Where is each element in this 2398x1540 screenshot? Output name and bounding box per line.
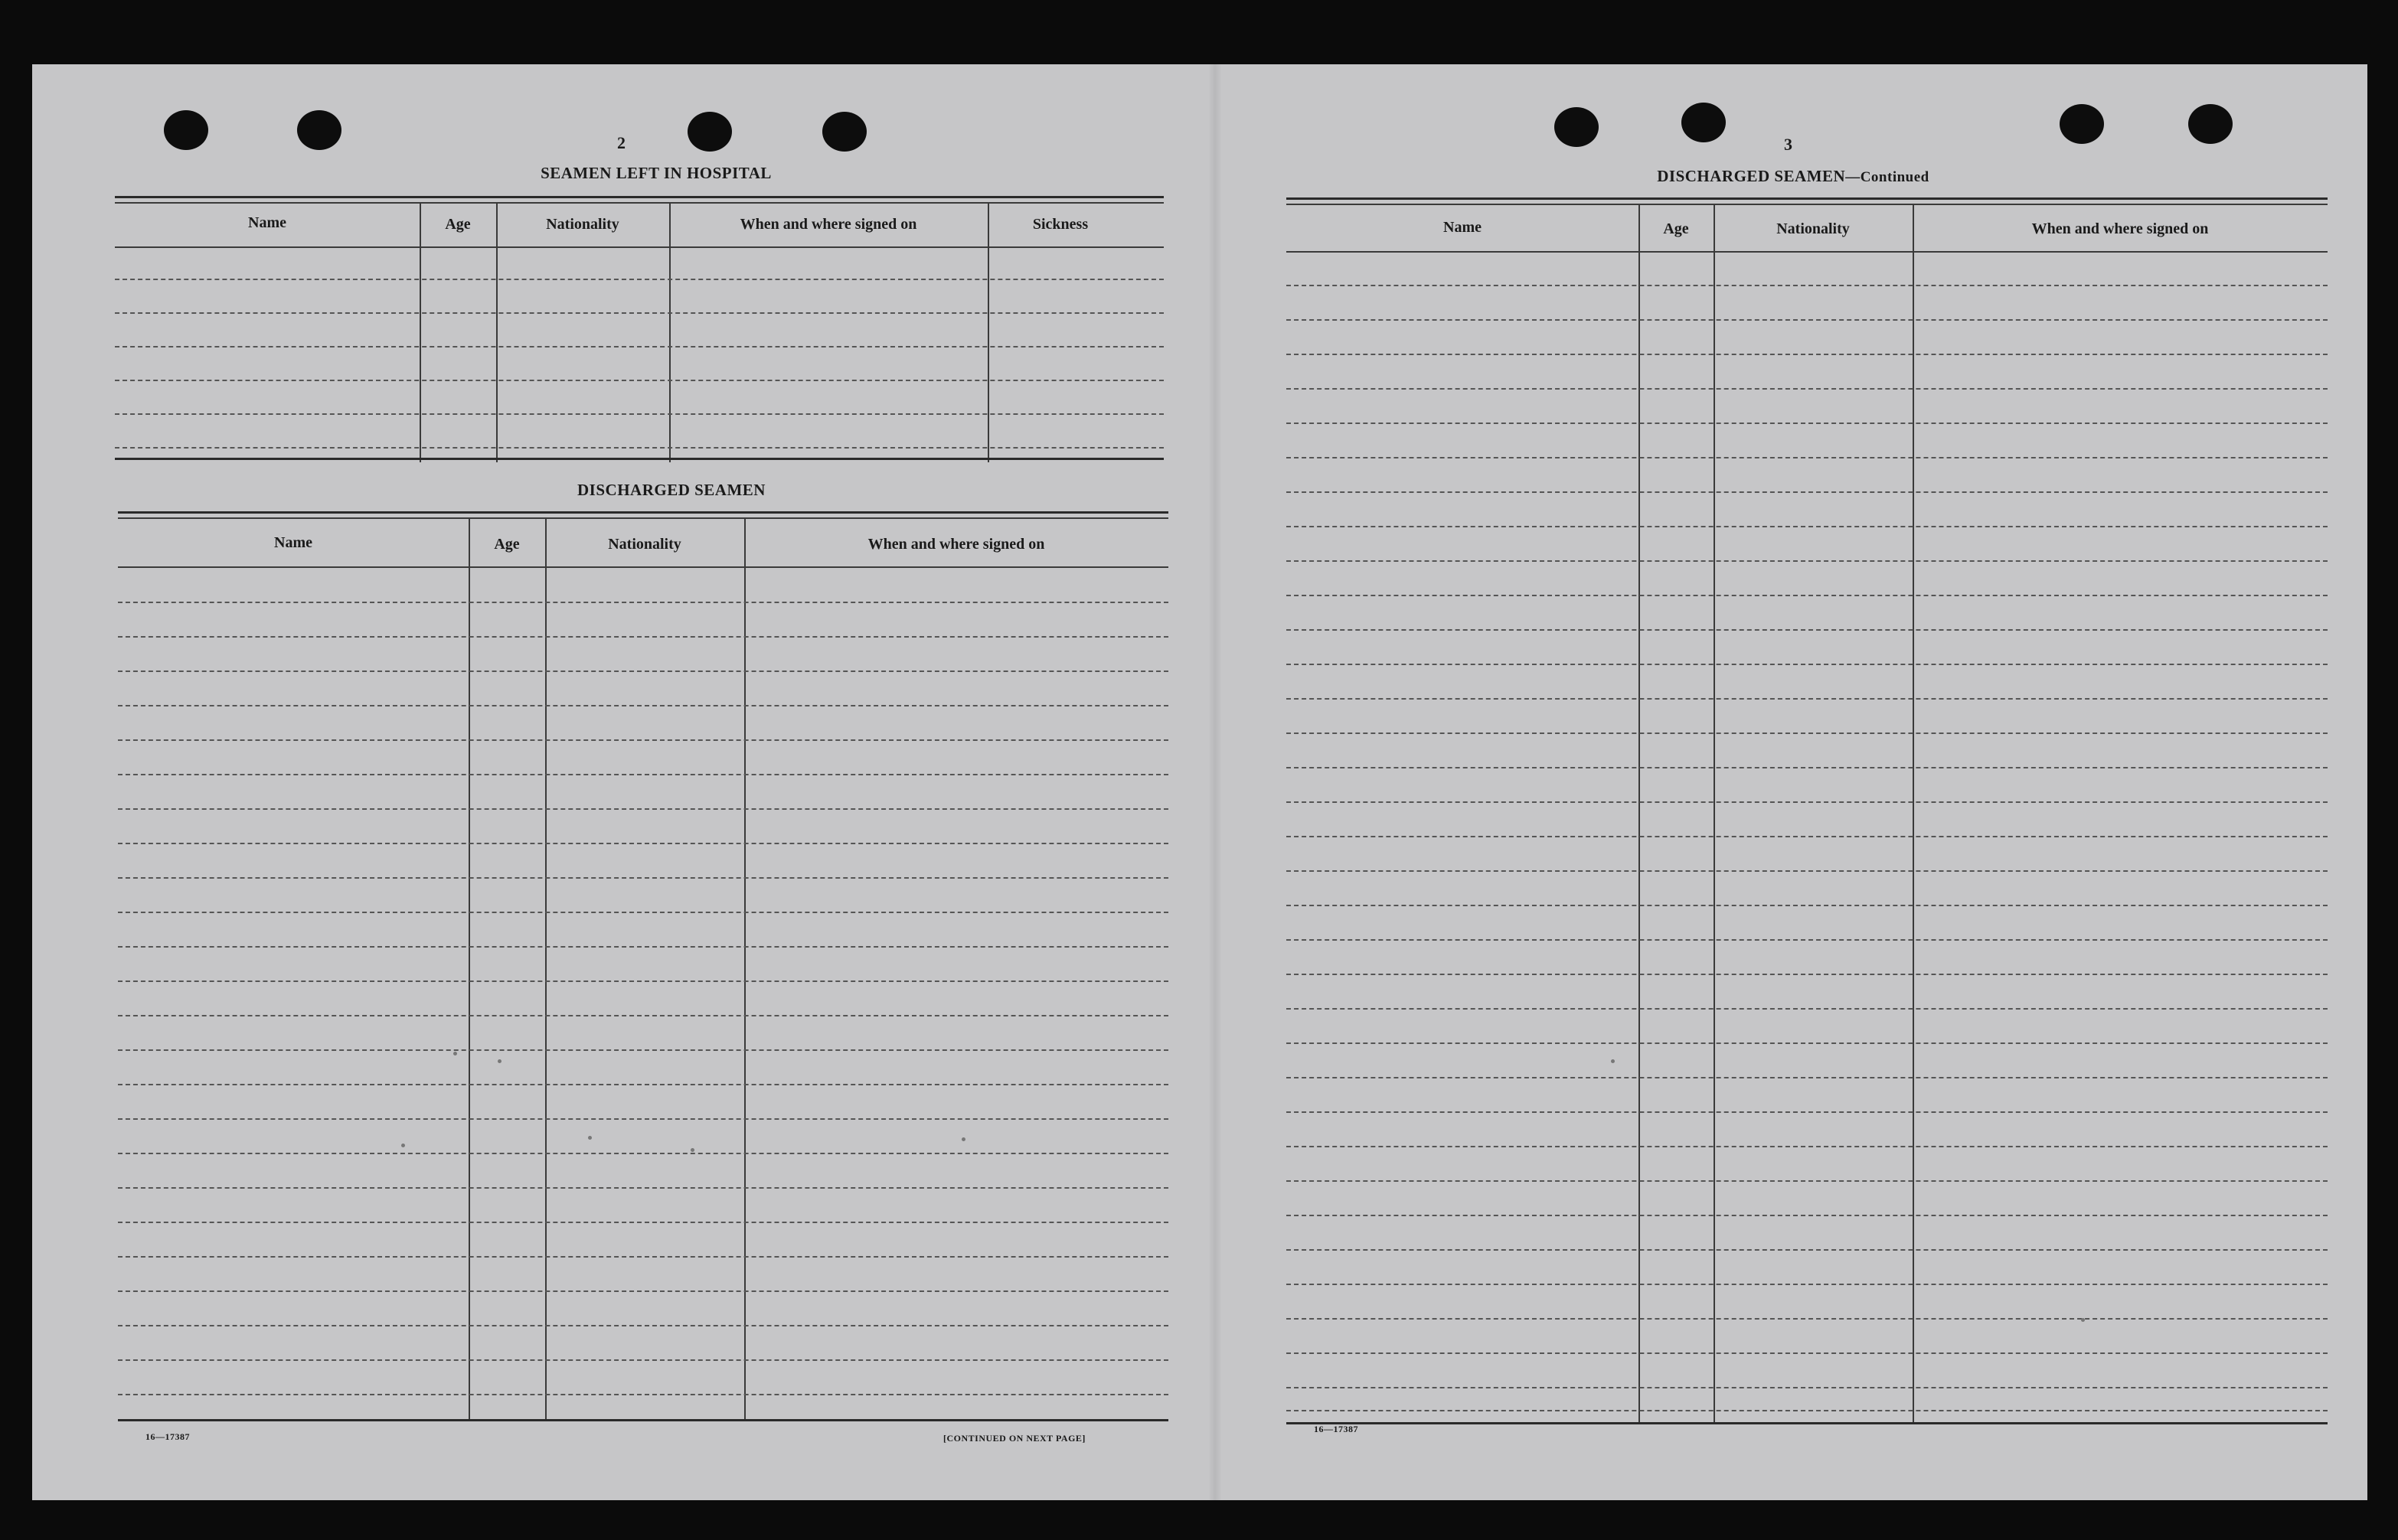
table-row bbox=[1286, 491, 2328, 493]
punch-hole bbox=[2060, 104, 2104, 144]
col-header-age: Age bbox=[1663, 220, 1689, 237]
table-row bbox=[118, 843, 1168, 844]
col-header-age: Age bbox=[445, 216, 471, 233]
table-row bbox=[118, 1049, 1168, 1051]
col-header-name: Name bbox=[248, 214, 286, 231]
table-row bbox=[1286, 354, 2328, 355]
table-row bbox=[1286, 1008, 2328, 1010]
table-row bbox=[118, 670, 1168, 672]
col-header-name: Name bbox=[1443, 219, 1482, 236]
continued-note: [CONTINUED ON NEXT PAGE] bbox=[943, 1433, 1086, 1444]
paper-speck bbox=[401, 1144, 405, 1147]
table-row bbox=[118, 774, 1168, 775]
table-row bbox=[1286, 595, 2328, 596]
table-row bbox=[1286, 836, 2328, 837]
hospital-section-title: SEAMEN LEFT IN HOSPITAL bbox=[541, 164, 772, 182]
discharged-section-title: DISCHARGED SEAMEN bbox=[577, 481, 766, 499]
paper-speck bbox=[453, 1052, 457, 1055]
table-row bbox=[118, 877, 1168, 879]
table-row bbox=[118, 1256, 1168, 1258]
punch-hole bbox=[297, 110, 341, 150]
table-row bbox=[118, 1394, 1168, 1395]
table-row bbox=[1286, 1180, 2328, 1182]
table-row bbox=[1286, 732, 2328, 734]
table-row bbox=[1286, 939, 2328, 941]
col-header-nationality: Nationality bbox=[608, 536, 681, 553]
punch-hole bbox=[1554, 107, 1599, 147]
table-row bbox=[115, 413, 1164, 415]
form-number-right: 16—17387 bbox=[1314, 1424, 1358, 1434]
paper-speck bbox=[2081, 1318, 2085, 1322]
table-row bbox=[1286, 1042, 2328, 1044]
table-row bbox=[118, 912, 1168, 913]
col-header-name: Name bbox=[274, 534, 312, 551]
paper-speck bbox=[1611, 1059, 1615, 1063]
table-row bbox=[1286, 1077, 2328, 1078]
table-row bbox=[1286, 1284, 2328, 1285]
page-number-right: 3 bbox=[1784, 135, 1792, 154]
table-row bbox=[118, 1222, 1168, 1223]
table-row bbox=[1286, 1146, 2328, 1147]
page-fold bbox=[1208, 64, 1222, 1500]
table-row bbox=[1286, 629, 2328, 631]
table-row bbox=[1286, 526, 2328, 527]
col-header-when-where: When and where signed on bbox=[740, 216, 917, 233]
paper-speck bbox=[962, 1137, 965, 1141]
table-row bbox=[1286, 1111, 2328, 1113]
table-row bbox=[118, 980, 1168, 982]
discharged-title-text: DISCHARGED SEAMEN bbox=[1657, 167, 1846, 185]
table-row bbox=[118, 705, 1168, 706]
table-row bbox=[118, 808, 1168, 810]
punch-hole bbox=[164, 110, 208, 150]
col-header-nationality: Nationality bbox=[546, 216, 619, 233]
table-row bbox=[118, 946, 1168, 948]
table-row bbox=[1286, 870, 2328, 872]
table-row bbox=[118, 1015, 1168, 1016]
table-row bbox=[1286, 905, 2328, 906]
continued-suffix: —Continued bbox=[1845, 169, 1929, 185]
table-row bbox=[1286, 664, 2328, 665]
table-row bbox=[115, 312, 1164, 314]
table-row bbox=[115, 447, 1164, 449]
table-row bbox=[1286, 319, 2328, 321]
table-row bbox=[115, 380, 1164, 381]
discharged-table-right bbox=[1286, 197, 2328, 1483]
hospital-table bbox=[115, 196, 1164, 525]
table-row bbox=[1286, 1410, 2328, 1411]
table-row bbox=[1286, 698, 2328, 700]
discharged-table-left bbox=[118, 511, 1168, 1430]
table-row bbox=[118, 1153, 1168, 1154]
table-row bbox=[118, 1118, 1168, 1120]
table-row bbox=[118, 602, 1168, 603]
table-row bbox=[118, 1187, 1168, 1189]
form-number-left: 16—17387 bbox=[145, 1431, 190, 1442]
punch-hole bbox=[688, 112, 732, 152]
discharged-continued-title bbox=[1609, 167, 1977, 186]
table-row bbox=[1286, 285, 2328, 286]
punch-hole bbox=[2188, 104, 2233, 144]
table-row bbox=[118, 1359, 1168, 1361]
table-row bbox=[1286, 767, 2328, 768]
table-row bbox=[118, 1084, 1168, 1085]
col-header-when-where: When and where signed on bbox=[867, 536, 1045, 553]
table-row bbox=[1286, 560, 2328, 562]
table-row bbox=[118, 1325, 1168, 1326]
table-row bbox=[1286, 1352, 2328, 1354]
document-sheet bbox=[32, 64, 2367, 1500]
col-header-age: Age bbox=[494, 536, 520, 553]
table-row bbox=[1286, 801, 2328, 803]
table-row bbox=[1286, 1249, 2328, 1251]
table-row bbox=[1286, 388, 2328, 390]
table-row bbox=[1286, 1215, 2328, 1216]
page-number-left: 2 bbox=[617, 133, 626, 152]
table-row bbox=[115, 279, 1164, 280]
table-row bbox=[118, 636, 1168, 638]
punch-hole bbox=[1681, 103, 1726, 142]
col-header-when-where: When and where signed on bbox=[2031, 220, 2209, 237]
table-row bbox=[1286, 1318, 2328, 1320]
col-header-nationality: Nationality bbox=[1776, 220, 1850, 237]
table-row bbox=[1286, 1387, 2328, 1388]
paper-speck bbox=[588, 1136, 592, 1140]
punch-hole bbox=[822, 112, 867, 152]
paper-speck bbox=[691, 1148, 694, 1152]
table-row bbox=[115, 346, 1164, 347]
table-row bbox=[1286, 423, 2328, 424]
table-row bbox=[118, 739, 1168, 741]
table-row bbox=[1286, 457, 2328, 458]
col-header-sickness: Sickness bbox=[1032, 216, 1089, 233]
paper-speck bbox=[498, 1059, 501, 1063]
table-row bbox=[118, 1290, 1168, 1292]
table-row bbox=[1286, 974, 2328, 975]
